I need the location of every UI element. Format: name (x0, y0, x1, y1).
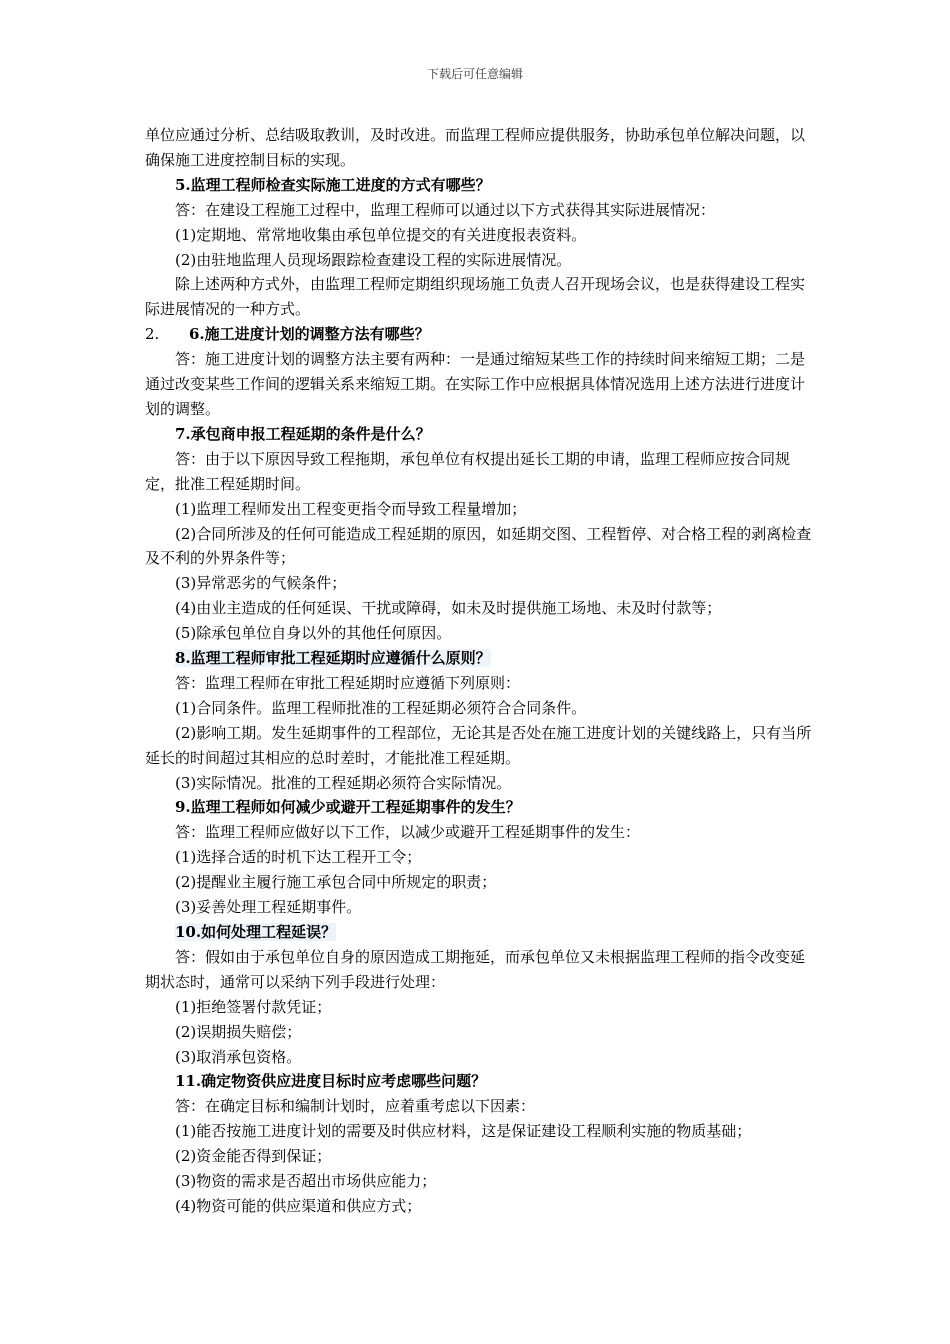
list-number: 2. (145, 325, 160, 344)
paragraph: (2)提醒业主履行施工承包合同中所规定的职责； (175, 873, 497, 892)
paragraph: (3)实际情况。批准的工程延期必须符合实际情况。 (175, 773, 512, 792)
paragraph: (2)资金能否得到保证； (175, 1147, 332, 1166)
paragraph: (3)异常恶劣的气候条件； (175, 574, 347, 593)
question-heading (145, 422, 813, 447)
paragraph: (2)误期损失赔偿； (175, 1022, 302, 1041)
question-heading (145, 1069, 813, 1094)
paragraph: 答：假如由于承包单位自身的原因造成工期拖延，而承包单位又未根据监理工程师的指令改变延期状态时，通常可以采纳下列手段进行处理： (145, 947, 806, 991)
question-heading (145, 920, 813, 945)
paragraph: 答：监理工程师在审批工程延期时应遵循下列原则： (175, 673, 521, 692)
paragraph: (1)能否按施工进度计划的需要及时供应材料，这是保证建设工程顺利实施的物质基础； (175, 1122, 752, 1141)
paragraph: (1)选择合适的时机下达工程开工令； (175, 848, 422, 867)
question-heading (145, 646, 813, 671)
paragraph: (1)合同条件。监理工程师批准的工程延期必须符合合同条件。 (175, 698, 587, 717)
paragraph: (2)由驻地监理人员现场跟踪检查建设工程的实际进展情况。 (175, 250, 572, 269)
paragraph: 答：监理工程师应做好以下工作，以减少或避开工程延期事件的发生： (175, 823, 641, 842)
question-heading-text: 10.如何处理工程延误？ (175, 923, 337, 941)
question-heading-text: 8.监理工程师审批工程延期时应遵循什么原则？ (175, 649, 491, 668)
paragraph: (3)物资的需求是否超出市场供应能力； (175, 1172, 437, 1191)
paragraph: (2)合同所涉及的任何可能造成工程延期的原因，如延期交图、工程暂停、对合格工程的剥离检查及不利的外界条件等； (145, 524, 812, 568)
question-heading-text: 11.确定物资供应进度目标时应考虑哪些问题？ (175, 1072, 487, 1091)
paragraph: 答：在确定目标和编制计划时，应着重考虑以下因素： (175, 1097, 536, 1116)
paragraph: (1)定期地、常常地收集由承包单位提交的有关进度报表资料。 (175, 225, 587, 244)
question-heading-text: 6.施工进度计划的调整方法有哪些？ (189, 325, 430, 344)
paragraph-continuation: 单位应通过分析、总结吸取教训，及时改进。而监理工程师应提供服务，协助承包单位解决问题，以确保施工进度控制目标的实现。 (145, 126, 806, 169)
document-body (145, 123, 813, 1219)
paragraph: (3)妥善处理工程延期事件。 (175, 898, 362, 917)
question-heading-text: 5.监理工程师检查实际施工进度的方式有哪些？ (175, 175, 491, 194)
paragraph: (3)取消承包资格。 (175, 1047, 302, 1066)
paragraph: 除上述两种方式外，由监理工程师定期组织现场施工负责人召开现场会议，也是获得建设工程实际进展情况的一种方式。 (145, 275, 806, 319)
paragraph: 答：由于以下原因导致工程拖期，承包单位有权提出延长工期的申请，监理工程师应按合同规定，批准工程延期时间。 (145, 449, 791, 493)
page-header: 下载后可任意编辑 (426, 67, 523, 81)
paragraph: (4)物资可能的供应渠道和供应方式； (175, 1196, 422, 1215)
paragraph: (1)监理工程师发出工程变更指令而导致工程量增加； (175, 499, 527, 518)
question-heading-text: 7.承包商申报工程延期的条件是什么？ (175, 424, 431, 443)
question-heading (145, 173, 813, 198)
question-heading-text: 9.监理工程师如何减少或避开工程延期事件的发生？ (175, 798, 521, 817)
paragraph: (1)拒绝签署付款凭证； (175, 997, 332, 1016)
numbered-question-heading (145, 322, 813, 347)
paragraph: (4)由业主造成的任何延误、干扰或障碍，如未及时提供施工场地、未及时付款等； (175, 599, 722, 618)
paragraph: 答：施工进度计划的调整方法主要有两种：一是通过缩短某些工作的持续时间来缩短工期；二是通过改变某些工作间的逻辑关系来缩短工期。在实际工作中应根据具体情况选用上述方法进行进度计划的调整。 (145, 350, 806, 418)
paragraph: 答：在建设工程施工过程中，监理工程师可以通过以下方式获得其实际进展情况： (175, 200, 716, 219)
question-heading (145, 795, 813, 820)
paragraph: (5)除承包单位自身以外的其他任何原因。 (175, 624, 452, 643)
paragraph: (2)影响工期。发生延期事件的工程部位，无论其是否处在施工进度计划的关键线路上，只有当所延长的时间超过其相应的总时差时，才能批准工程延期。 (145, 723, 812, 767)
